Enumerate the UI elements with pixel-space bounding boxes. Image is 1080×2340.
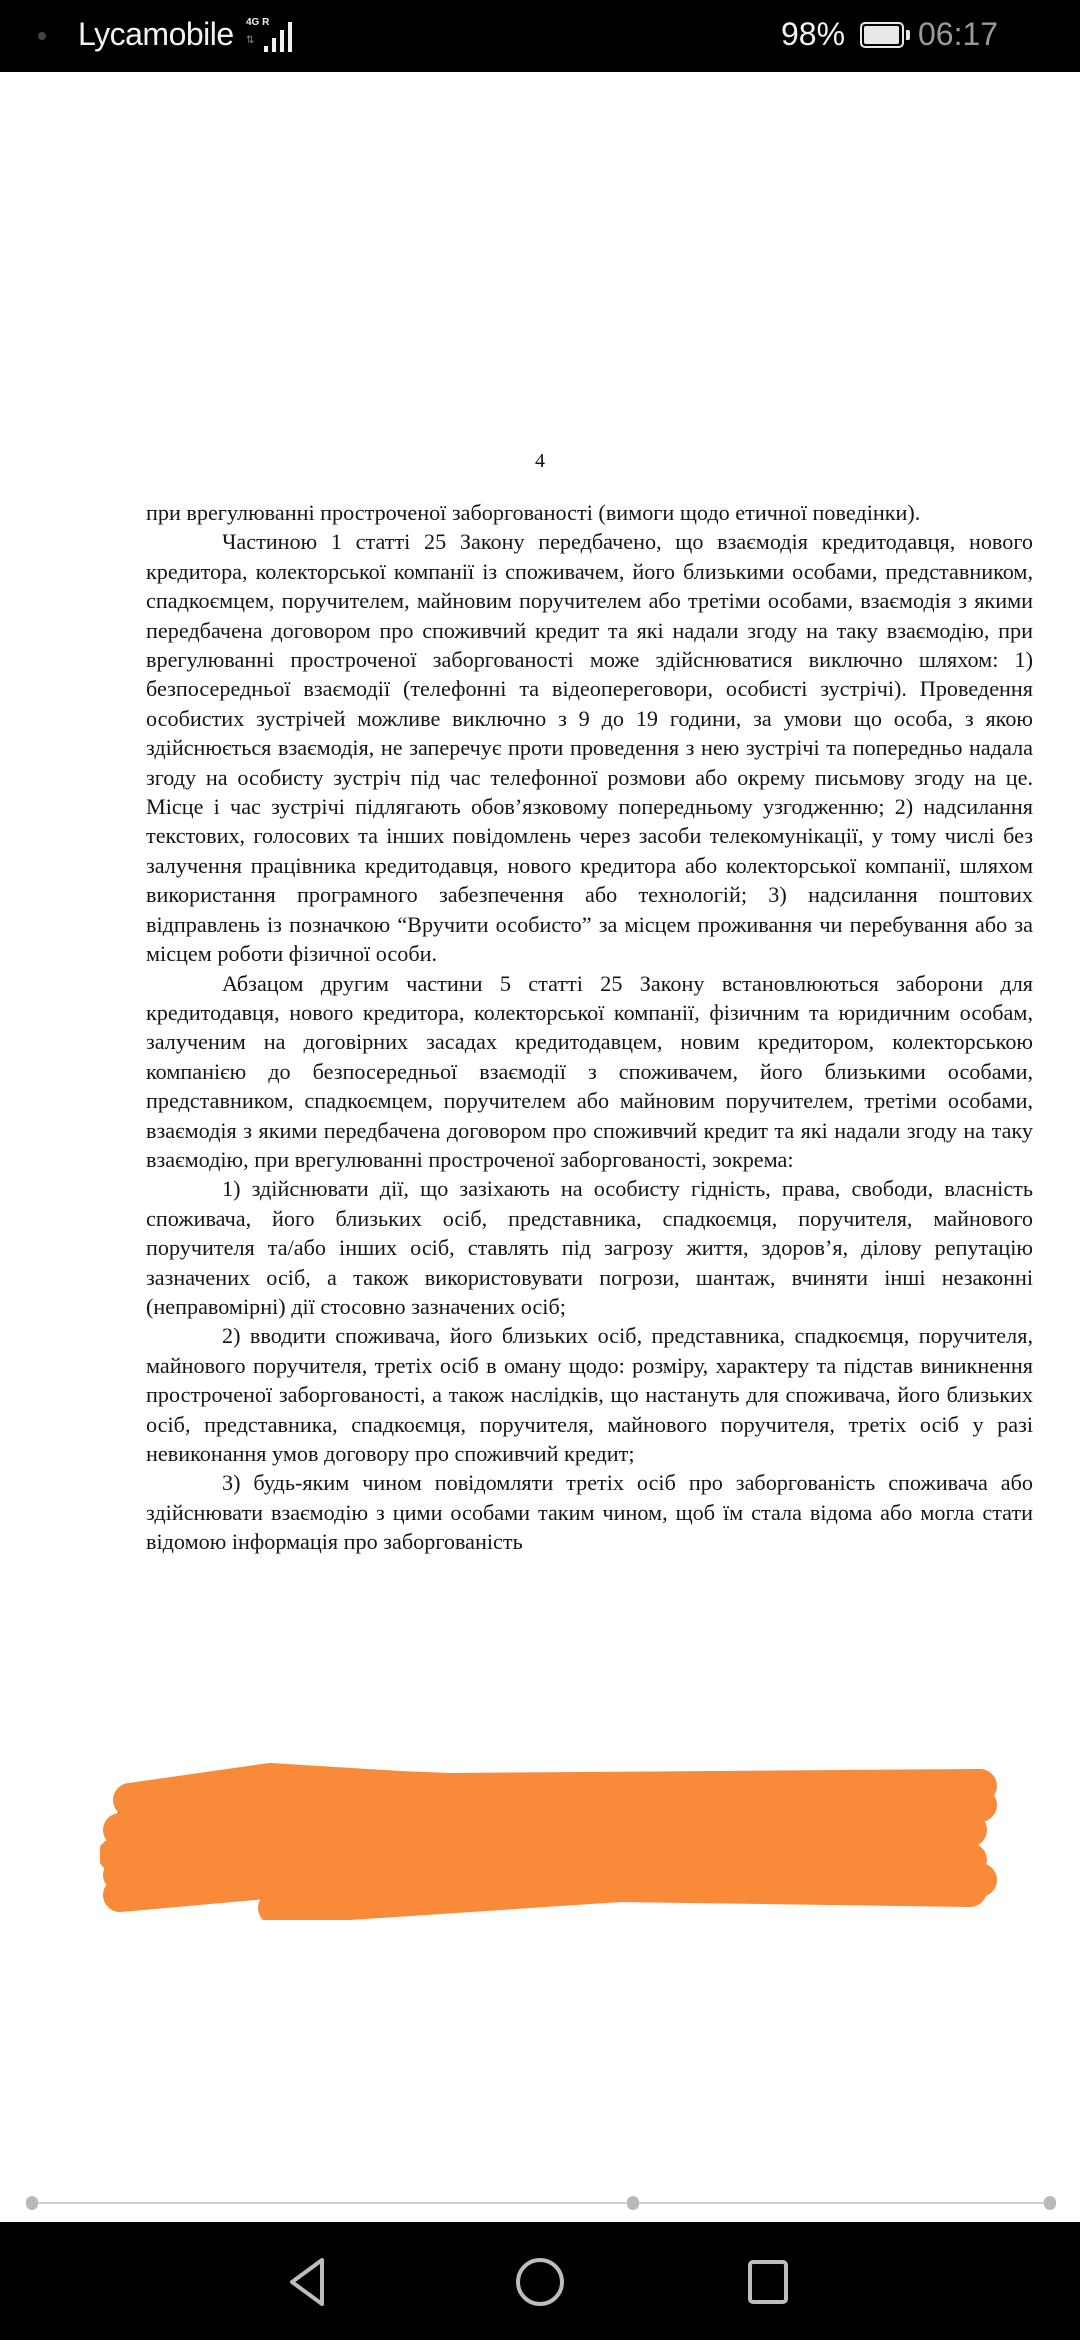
back-triangle-icon[interactable] <box>278 2252 338 2312</box>
scrollbar-end-cap <box>1044 2196 1056 2210</box>
page-scrollbar[interactable] <box>26 2196 1056 2210</box>
signal-bar <box>264 46 268 52</box>
battery-percent: 98% <box>781 16 846 52</box>
signal-strength-bars <box>264 20 304 52</box>
paragraph: 2) вводити споживача, його близьких осіб, представника, спадкоємця, поручителя, майнового поручителя, третіх осіб в оману щодо: розміру, характеру та підстав виникнення простроченої заборгованості, а також наслідків, що настануть для споживача, його близьких осіб, представника, спадкоємця, поручителя, майнового поручителя, третіх осіб у разі невиконання умов договору про споживчий кредит; <box>146 1323 1033 1466</box>
scrollbar-thumb[interactable] <box>627 2196 639 2210</box>
paragraph: при врегулюванні простроченої заборгованості (вимоги щодо етичної поведінки). <box>146 500 921 525</box>
carrier-name: Lycamobile <box>78 16 234 52</box>
signal-bar <box>280 30 284 52</box>
signal-bar <box>288 22 292 52</box>
document-body <box>146 498 1033 1557</box>
recents-square-icon[interactable] <box>738 2252 798 2312</box>
navigation-bar <box>0 2222 1080 2340</box>
signal-bars-icon <box>246 18 306 54</box>
clock: 06:17 <box>918 16 999 52</box>
data-arrows-icon: ⇅ <box>246 35 255 46</box>
paragraph: 1) здійснювати дії, що зазіхають на особисту гідність, права, свободи, власність споживача, його близьких осіб, представника, спадкоємця, поручителя, майнового поручителя та/або інших осіб, ставлять під загрозу життя, здоров’я, ділову репутацію зазначених осіб, а також використовувати погрози, шантаж, вчиняти інші незаконні (неправомірні) дії стосовно зазначених осіб; <box>146 1176 1033 1319</box>
paragraph: 3) будь-яким чином повідомляти третіх осіб про заборгованість споживача або здійснювати взаємодію з цими особами таким чином, щоб їм стала відома або могла стати відомою інформація про заборгованість <box>146 1470 1033 1555</box>
status-bar <box>0 0 1080 72</box>
battery-tip <box>906 30 910 40</box>
page-number: 4 <box>535 450 545 472</box>
paragraph: Частиною 1 статті 25 Закону передбачено, що взаємодія кредитодавця, нового кредитора, колекторської компанії із споживачем, його близькими особами, представником, спадкоємцем, поручителем, майновим поручителем або третіми особами, взаємодія з якими передбачена договором про споживчий кредит та які надали згоду на таку взаємодію, при врегулюванні простроченої заборгованості може здійснюватися виключно шляхом: 1) безпосередньої взаємодії (телефонні та відеопереговори, особисті зустрічі). Проведення особистих зустрічей можливе виключно з 9 до 19 години, за умови що особа, з якою здійснюється взаємодія, не заперечує проти проведення з нею зустрічі та попередньо надала згоду на особисту зустріч під час телефонної розмови або окрему письмову згоду на це. Місце і час зустрічі підлягають обов’язковому попередньому узгодженню; 2) надсилання текстових, голосових та інших повідомлень через засоби телекомунікації, у тому числі без залучення працівника кредитодавця, нового кредитора або колекторської компанії, шляхом використання програмного забезпечення або технологій; 3) надсилання поштових відправлень із позначкою “Вручити особисто” за місцем проживання чи перебування або за місцем роботи фізичної особи. <box>146 529 1033 967</box>
battery-level-fill <box>864 26 899 44</box>
scrollbar-start-cap <box>26 2196 38 2210</box>
scribble-strokes <box>115 1780 980 1908</box>
redaction-scribble <box>100 1760 1000 1920</box>
battery-icon <box>860 22 904 48</box>
notification-dot-icon <box>38 32 46 40</box>
paragraph: Абзацом другим частини 5 статті 25 Закону встановлюються заборони для кредитодавця, нового кредитора, колекторської компанії, фізичним та юридичним особам, залученим на договірних засадах кредитодавцем, новим кредитором, колекторською компанією до безпосередньої взаємодії з споживачем, його близькими особами, представником, спадкоємцем, поручителем або майновим поручителем, третіми особами, взаємодія з якими передбачена договором про споживчий кредит та які надали згоду на таку взаємодію, при врегулюванні простроченої заборгованості, зокрема: <box>146 970 1033 1172</box>
scrollbar-track <box>26 2202 1056 2204</box>
home-circle-icon[interactable] <box>510 2252 570 2312</box>
network-type: 4G R <box>246 17 270 28</box>
signal-bar <box>272 38 276 52</box>
